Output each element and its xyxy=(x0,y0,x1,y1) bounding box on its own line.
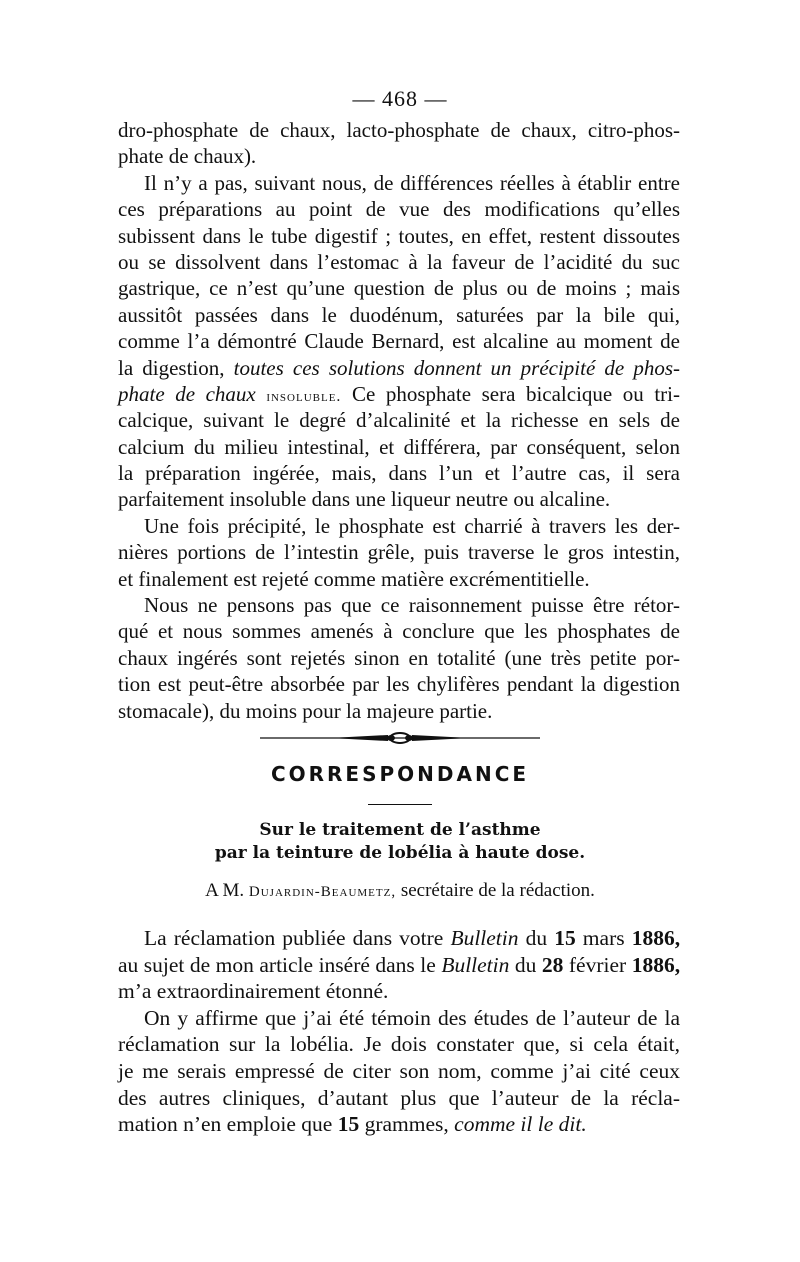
text-line: qué et nous sommes amenés à conclure que les phosphates de xyxy=(118,619,680,644)
small-caps-run: insoluble. xyxy=(266,387,342,405)
text-line xyxy=(118,355,680,381)
letter-address xyxy=(0,880,800,902)
article-title-line-2: par la teinture de lobélia à haute dose. xyxy=(214,843,586,863)
text-line: On y affirme que j’ai été témoin des études de l’auteur de la xyxy=(144,1005,680,1030)
text-line: gastrique, ce n’est qu’une question de plus ou de moins ; mais xyxy=(118,276,680,301)
quantity: 15 xyxy=(337,1112,360,1137)
text-run: grammes, xyxy=(364,1112,449,1137)
text-line xyxy=(118,952,680,979)
italic-run: toutes ces solutions donnent un précipité de phos- xyxy=(233,355,680,380)
italic-run: phate de chaux xyxy=(118,381,256,406)
address-prefix: A M. xyxy=(205,880,245,901)
text-line: dro-phosphate de chaux, lacto-phosphate de chaux, citro-phos- xyxy=(118,118,680,142)
text-line: Nous ne pensons pas que ce raisonnement puisse être rétor- xyxy=(144,593,680,618)
address-suffix: secrétaire de la rédaction. xyxy=(400,880,595,901)
text-line xyxy=(118,925,680,952)
text-line: Une fois précipité, le phosphate est charrié à travers les der- xyxy=(144,513,680,538)
text-run: du xyxy=(514,952,537,977)
page-number: — 468 — xyxy=(352,86,448,111)
text-run: au sujet de mon article inséré dans le xyxy=(118,952,436,977)
text-line: des autres cliniques, d’autant plus que l’auteur de la récla- xyxy=(118,1085,680,1110)
text-run: la digestion, xyxy=(118,355,225,380)
section-heading: CORRESPONDANCE xyxy=(270,762,530,786)
text-line: la préparation ingérée, mais, dans l’un et l’autre cas, il sera xyxy=(118,461,680,486)
text-line: calcium du milieu intestinal, et différera, par conséquent, selon xyxy=(118,434,680,459)
text-line xyxy=(118,381,680,407)
italic-run: comme il le dit. xyxy=(454,1112,587,1137)
letter-text xyxy=(118,925,680,1138)
text-run: mars xyxy=(582,926,625,950)
italic-run: Bulletin xyxy=(450,926,519,950)
text-run: février xyxy=(568,952,627,977)
date-day: 28 xyxy=(541,952,564,977)
heading-rule xyxy=(368,804,432,805)
text-line: tion est peut-être absorbée par les chylifères pendant la digestion xyxy=(118,672,680,697)
italic-run: Bulletin xyxy=(441,952,510,977)
text-line: Il n’y a pas, suivant nous, de différences réelles à établir entre xyxy=(144,170,680,195)
text-run: du xyxy=(525,926,548,950)
text-line: ces préparations au point de vue des modifications qu’elles xyxy=(118,197,680,222)
text-line: calcique, suivant le degré d’alcalinité et la richesse en sels de xyxy=(118,408,680,433)
text-line: parfaitement insoluble dans une liqueur neutre ou alcaline. xyxy=(118,487,611,512)
text-line: phate de chaux). xyxy=(118,144,257,169)
date-year: 1886, xyxy=(631,926,681,950)
text-line: nières portions de l’intestin grêle, puis traverse le gros intestin, xyxy=(118,540,680,565)
date-day: 15 xyxy=(554,926,576,950)
text-line: réclamation sur la lobélia. Je dois constater que, si cela était, xyxy=(118,1032,680,1057)
text-run: Ce phosphate sera bicalcique ou tri- xyxy=(351,381,681,406)
text-line: ou se dissolvent dans l’estomac à la faveur de l’acidité du suc xyxy=(118,249,680,274)
text-line: m’a extraordinairement étonné. xyxy=(118,979,389,1004)
text-line: chaux ingérés sont rejetés sinon en totalité (une très petite por- xyxy=(118,645,680,670)
text-line: subissent dans le tube digestif ; toutes, en effet, restent dissoutes xyxy=(118,223,680,248)
section-divider-ornament xyxy=(260,728,540,748)
text-line xyxy=(118,1111,680,1138)
text-line: aussitôt passées dans le duodénum, saturées par la bile qui, xyxy=(118,302,680,327)
text-line: et finalement est rejeté comme matière excrémentitielle. xyxy=(118,566,590,591)
text-run: mation n’en emploie que xyxy=(118,1112,333,1137)
text-run: La réclamation publiée dans votre xyxy=(144,926,444,950)
text-line: comme l’a démontré Claude Bernard, est alcaline au moment de xyxy=(118,329,680,354)
body-text xyxy=(118,117,680,724)
text-line: stomacale), du moins pour la majeure partie. xyxy=(118,698,493,723)
address-name: Dujardin-Beaumetz, xyxy=(248,884,397,900)
date-year: 1886, xyxy=(631,952,681,977)
article-title-line-1: Sur le traitement de l’asthme xyxy=(259,820,541,840)
text-line: je me serais empressé de citer son nom, comme j’ai cité ceux xyxy=(118,1058,680,1083)
